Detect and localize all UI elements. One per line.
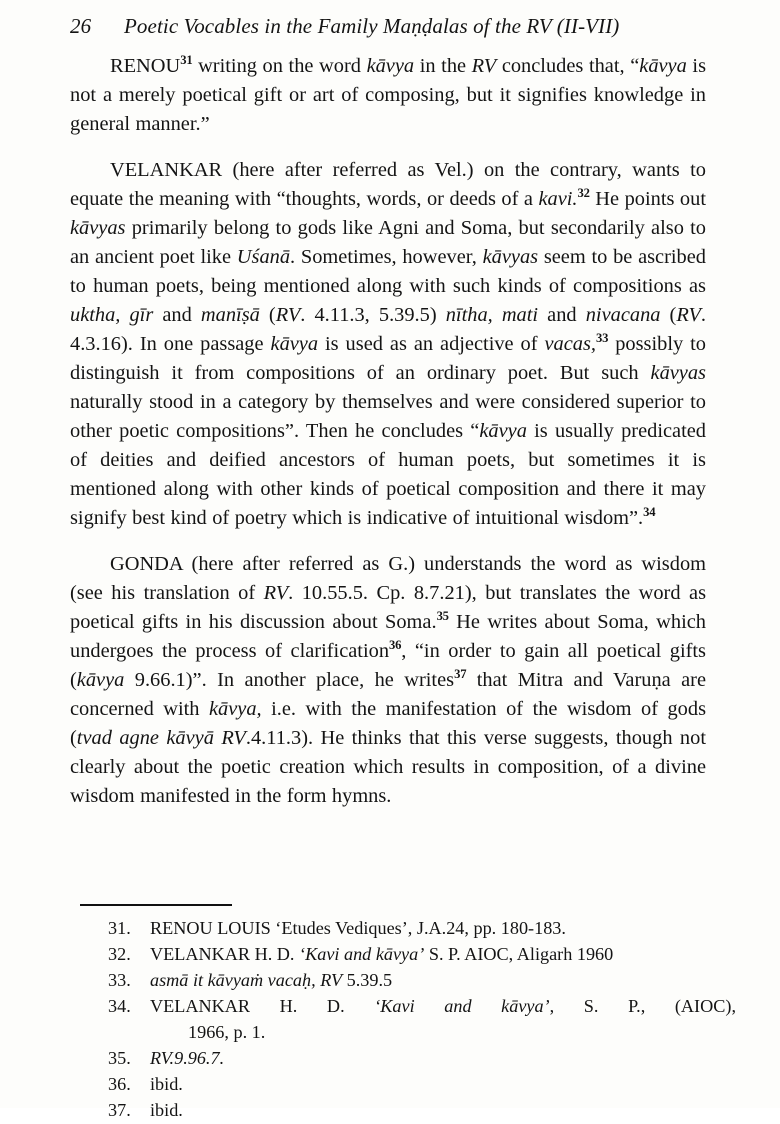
roman-text: VELANKAR (here after referred as Vel.) on the contrary, wants to equate the meaning with “thoughts, words, or deeds of a (70, 159, 706, 210)
italic-text: ‘Kavi and kāvya’ (299, 944, 425, 965)
roman-text: i.e. with the manifestation of the wisdom of gods ( (70, 698, 707, 749)
italic-text: RV (320, 970, 343, 991)
footnote-number: 36. (108, 1074, 131, 1095)
italic-text: .9.96.7. (169, 1047, 225, 1068)
roman-text: concludes that, “ (496, 55, 640, 77)
paragraph-renou (70, 52, 706, 139)
running-head-title: Poetic Vocables in the Family Maṇḍalas of the RV (II-VII) (124, 14, 620, 38)
italic-text: kāvya, (209, 698, 262, 720)
roman-text: ( (660, 304, 677, 326)
roman-text: GONDA (here after referred as G.) understands the word as wisdom (see his translation of (70, 553, 706, 604)
footnote-reference-marker: 33 (596, 331, 609, 346)
footnote-reference-marker: 37 (454, 667, 467, 682)
italic-text: kāvyas (650, 362, 706, 384)
italic-text: ‘Kavi and kāvya’ (374, 996, 550, 1017)
roman-text: in the (414, 55, 472, 77)
roman-text: is usually predicated of deities and deified ancestors of human poets, but sometimes it is mentioned along with other kinds of poetical composition and there it may signify best kind of poetry which is indicative of intuitional wisdom”. (70, 420, 707, 529)
footnote-entry (70, 1046, 736, 1072)
roman-text: He writes about Soma, which undergoes the process of clarification (70, 611, 706, 662)
footnote-separator-rule (80, 904, 232, 906)
roman-text: . 4.3.16). In one passage (70, 304, 707, 355)
footnote-reference-marker: 31 (180, 53, 193, 68)
footnote-entry (70, 994, 736, 1020)
footnote-text (150, 1072, 736, 1098)
italic-text: Uśanā (236, 246, 291, 268)
footnote-number: 34. (108, 996, 131, 1017)
footnote-text (150, 1098, 736, 1124)
italic-text: kāvya (639, 55, 687, 77)
body-text (70, 52, 706, 811)
italic-text: nītha, mati (445, 304, 539, 326)
roman-text: naturally stood in a category by themselves and were considered superior to other poetic compositions”. Then he concludes “ (70, 391, 706, 442)
italic-text: RV (150, 1047, 170, 1068)
footnote-entry (70, 916, 736, 942)
footnote-number: 33. (108, 970, 131, 991)
italic-text: vacas, (544, 333, 597, 355)
footnote-reference-marker: 34 (643, 505, 656, 520)
roman-text: is not a merely poetical gift or art of composing, but it signifies knowledge in general manner.” (70, 55, 707, 135)
roman-text: VELANKAR H. D. (150, 944, 300, 965)
roman-text: ( (259, 304, 276, 326)
footnote-reference-marker: 36 (389, 638, 402, 653)
italic-text: uktha, gīr (70, 304, 154, 326)
paragraph-gonda (70, 550, 706, 811)
roman-text: . 4.11.3, 5.39.5) (300, 304, 446, 326)
footnote-text (150, 942, 736, 968)
footnote-entry (70, 1098, 736, 1124)
roman-text: RENOU (110, 55, 181, 77)
roman-text: . Sometimes, however, (290, 246, 483, 268)
roman-text: VELANKAR H. D. (150, 996, 375, 1017)
roman-text: writing on the word (192, 55, 367, 77)
footnote-number: 37. (108, 1100, 131, 1121)
footnote-text (150, 1046, 736, 1072)
roman-text: 5.39.5 (342, 970, 393, 991)
italic-text: kāvya (76, 669, 125, 691)
italic-text: RV (275, 304, 301, 326)
roman-text: S. P. AIOC, Aligarh 1960 (424, 944, 614, 965)
italic-text: nivacana (585, 304, 661, 326)
roman-text: primarily belong to gods like Agni and Soma, but secondarily also to an ancient poet like (70, 217, 706, 268)
italic-text: kavi. (538, 188, 578, 210)
italic-text: manīṣā (200, 304, 260, 326)
footnote-list (70, 916, 736, 1124)
roman-text: that Mitra and Varuṇa are concerned with (70, 669, 707, 720)
footnote-entry (70, 968, 736, 994)
footnote-text (150, 994, 736, 1020)
footnote-text (150, 916, 736, 942)
roman-text: seem to be ascribed to human poets, being mentioned along with such kinds of compositions as (70, 246, 706, 297)
italic-text: kāvya (366, 55, 415, 77)
roman-text: 9.66.1)”. In another place, he writes (124, 669, 455, 691)
page-number: 26 (70, 14, 92, 38)
footnote-reference-marker: 35 (436, 609, 449, 624)
roman-text: is used as an adjective of (318, 333, 545, 355)
italic-text: RV (263, 582, 289, 604)
roman-text: and (153, 304, 201, 326)
roman-text: .4.11.3). He thinks that this verse suggests, though not clearly about the poetic creation which results in composition, of a divine wisdom manifested in the form hymns. (70, 727, 706, 807)
footnote-number: 35. (108, 1047, 131, 1068)
roman-text: . 10.55.5. Cp. 8.7.21), but translates the word as poetical gifts in his discussion about Soma. (70, 582, 706, 633)
roman-text: , S. P., (AIOC), (549, 996, 736, 1017)
footnote-continuation-line: 1966, p. 1. (188, 1022, 266, 1043)
roman-text: and (538, 304, 586, 326)
italic-text: kāvya (270, 333, 319, 355)
footnote-reference-marker: 32 (577, 186, 590, 201)
footnote-entry (70, 1072, 736, 1098)
italic-text: kāvyas (70, 217, 126, 239)
roman-text: possibly to distinguish it from compositions of an ordinary poet. But such (70, 333, 707, 384)
footnote-number: 32. (108, 944, 131, 965)
running-head (70, 14, 722, 39)
footnote-text (150, 968, 736, 994)
roman-text: ibid. (150, 1100, 183, 1121)
italic-text: RV (471, 55, 497, 77)
italic-text: asmā it kāvyaṁ vacaḥ, (150, 970, 316, 991)
italic-text: kāvya (479, 420, 527, 442)
italic-text: RV (676, 304, 701, 326)
footnote-entry (70, 942, 736, 968)
roman-text: , “in order to gain all poetical gifts ( (70, 640, 706, 691)
paragraph-velankar (70, 156, 706, 533)
roman-text: He points out (589, 188, 706, 210)
italic-text: tvad agne kāvyā RV (76, 727, 246, 749)
footnote-number: 31. (108, 918, 131, 938)
roman-text: ibid. (150, 1074, 183, 1095)
italic-text: kāvyas (482, 246, 539, 268)
roman-text: RENOU LOUIS ‘Etudes Vediques’, J.A.24, pp. 180-183. (150, 918, 566, 938)
